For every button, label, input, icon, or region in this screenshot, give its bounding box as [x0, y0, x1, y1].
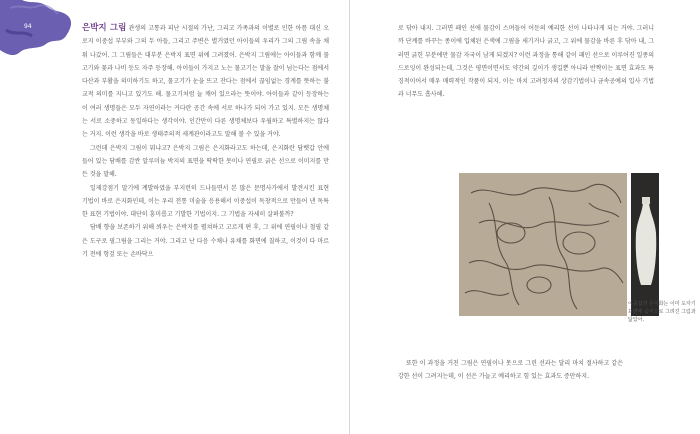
right-body-text: [398, 22, 654, 102]
paragraph: 담배 향을 보존하기 위해 씌우는 은박지를 펼쳐하고 고르게 편 후, 그 위에 연필이나 철필 같은 도구로 필그림을 그리는 거야. 그리고 난 다음 수채나 유채를 화면에 칠하고, 이것이 다 마르기 전에 헝겊 또는 손바닥으: [82, 224, 329, 259]
silver-foil-drawing-image: [459, 173, 627, 316]
image-caption: 이중섭의 은지화는 이미 도자기 표면에 음각으로 그려진 그림과 닮았어.: [628, 301, 696, 323]
left-body-text: [82, 22, 329, 261]
artwork-photo-figure: [459, 173, 659, 316]
page-number: 94: [24, 23, 32, 30]
section-heading: 은박지 그림: [82, 23, 127, 33]
right-bottom-text: [398, 357, 623, 384]
paragraph: 또한 이 과정을 거친 그림은 연필이나 못으로 그린 선과는 달리 마치 절사하고 같은 강한 선이 그려지는데, 이 선은 가늘고 예리하고 힘 있는 효과도 증만하지.: [398, 360, 623, 381]
paragraph: 일제강점기 말기에 계발하였을 부지런히 드나들면서 본 많은 문명사가에서 발견시킨 표현 기법이 바로 은지화인데, 이는 우리 전통 미술을 응용해서 이중섭이 독창적으로 만들어 낸 독특한 표현 기법이야. 대단히 흥미롭고 기발한 기법이지. 그 기법을 자세히 살펴볼까?: [82, 184, 329, 219]
paragraph: 로 닦아 내지. 그러면 패인 선에 물감이 스며들어 어둔의 예리한 선이 나타나게 되는 거야. 그러니까 단계를 바꾸는 종이에 입체된 은색에 그림을 새기거나 긁고, 그 위에 물감을 바른 후 닦아 내, 그러면 긁힌 부분에만 물감 자국이 남게 되겠지? 이런 과정을 통해 같이 패인 선으로 이루어진 일종의 드로잉이 완성되는데, 그것은 평면이면서도 약간의 깊이가 생길뿐 아니라 반짝이는 표면 효과도 특징적이어서 매우 매력적인 작품이 되지. 이는 마치 고려청자의 상감기법이나 금속공예의 입사 기법과 너무도 흡사해.: [398, 25, 654, 99]
paragraph: 그런데 은박지 그림이 뭐냐고? 은박지 그림은 은지화라고도 하는데, 은지화란 담뱃갑 안에 들어 있는 담배를 감싼 알루미늄 박지의 표면을 딱딱한 못이나 연필로 긁은 선으로 이미지를 만든 것을 말해.: [82, 144, 329, 179]
ink-blob-decoration: [0, 0, 80, 60]
paragraph: 은박지 그림 관생의 고통과 피난 시절의 가난, 그리고 가족과의 이별로 인한 아픔 대신 오로지 이중섭 부부와 그의 두 아들, 그리고 주변은 별거였던 아이들의 우리가 그의 그림 속을 채워 나갔어. 그 그림들은 대부분 은박지 표면 위에 그려졌어. 은박지 그림에는 아이들과 함께 물고기와 꽃과 나비 등도 자주 등장해. 아이들이 가지고 노는 물고기는 말을 잘이 넘는다는 점에서 다산과 부활을 의미하기도 하고, 물고기가 눈을 뜨고 잔다는 점에서 끊임없는 경계를 뜻하는 불교적 의미를 지니고 있기도 해. 물고기처럼 늘 깨어 있으라는 뜻이야. 아이들과 같이 등장하는 이 여러 생명들은 모두 자연이라는 커다란 공간 속에 서로 하나가 되어 가고 있지. 모든 생명체는 서로 소중하고 동일하다는 생각이야. 인간만이 다른 생명체보다 우월하고 특별하지는 않다는 거지. 이런 생각을 바로 생태주의적 세계관이라고도 말해 볼 수 있을 거야.: [82, 23, 329, 139]
